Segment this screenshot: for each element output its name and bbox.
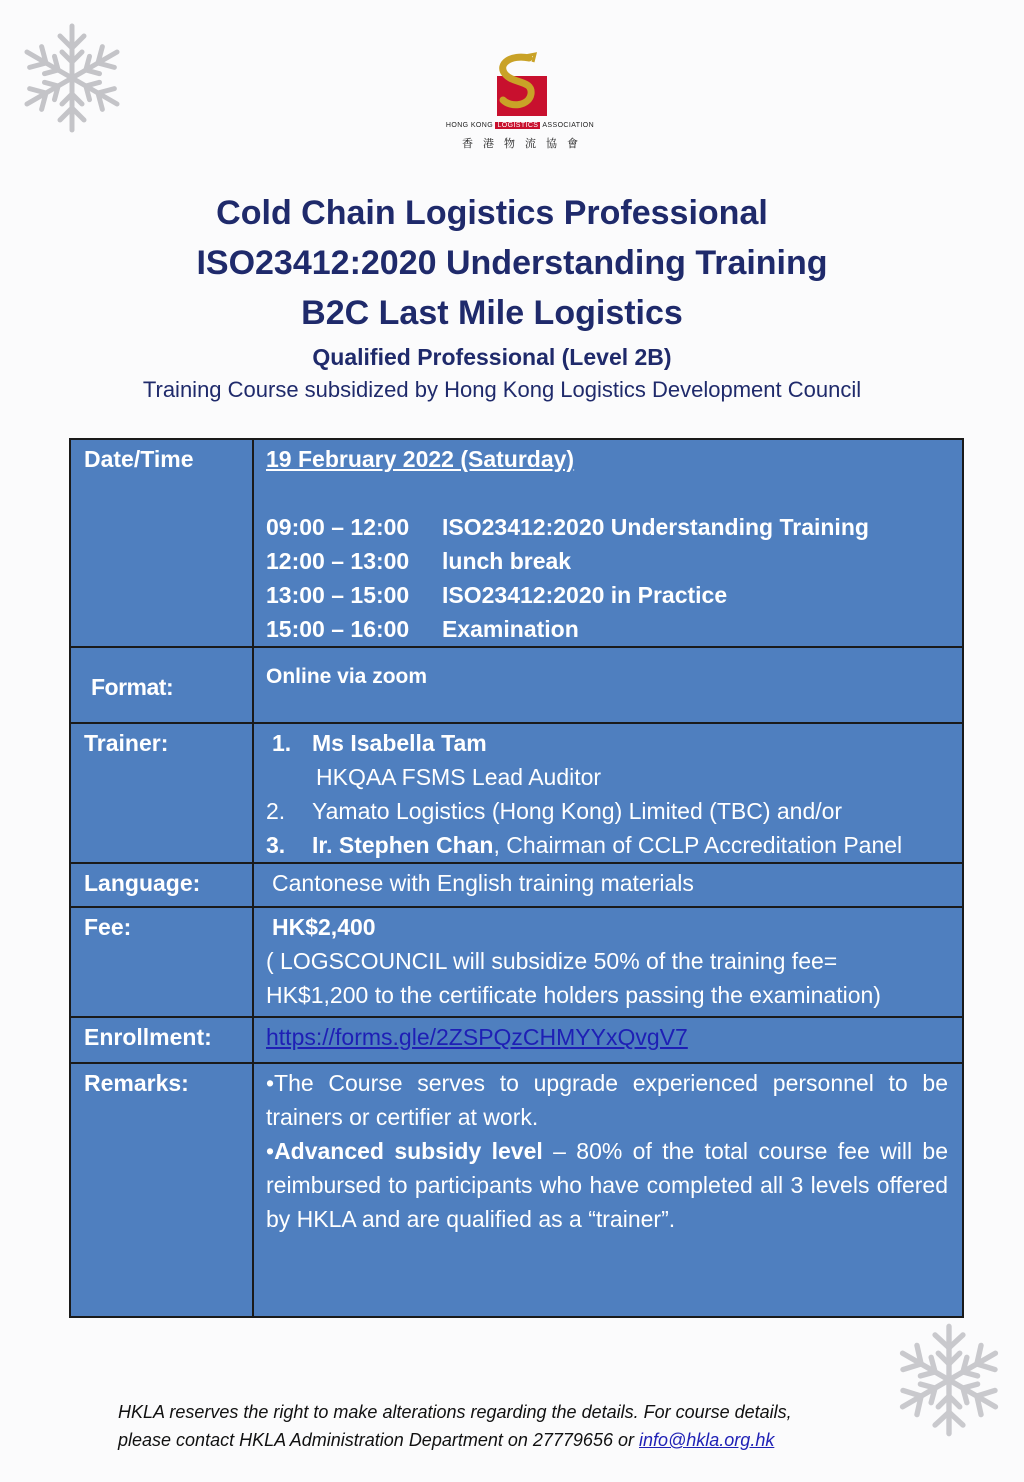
schedule-item: 15:00 – 16:00 Examination: [266, 616, 579, 642]
trainer-value: [253, 723, 963, 863]
trainer-title: HKQAA FSMS Lead Auditor: [316, 764, 602, 790]
remark-1: •The Course serves to upgrade experienced personnel to be trainers or certifier at work.: [266, 1070, 948, 1130]
hkla-logo: [420, 52, 620, 151]
row-enrollment: [70, 1017, 963, 1063]
enrollment-value: [253, 1017, 963, 1063]
trainer-item: 1. Ms Isabella Tam: [272, 730, 487, 756]
row-trainer: [70, 723, 963, 863]
row-format: [70, 647, 963, 723]
footer-note: [118, 1398, 918, 1454]
trainer-label: Trainer:: [70, 723, 253, 863]
date-time-label: Date/Time: [70, 439, 253, 647]
title-block: [0, 188, 1024, 406]
trainer-item: 3. Ir. Stephen Chan, Chairman of CCLP Accreditation Panel: [266, 832, 903, 858]
format-value: Online via zoom: [253, 647, 963, 723]
logo-chinese-name: 香港物流協會: [462, 137, 588, 150]
course-info-table: [69, 438, 964, 1318]
remarks-value: [253, 1063, 963, 1317]
date-time-value: [253, 439, 963, 647]
trainer-item: 2. Yamato Logistics (Hong Kong) Limited (TBC) and/or: [266, 798, 843, 824]
schedule-item: 12:00 – 13:00 lunch break: [266, 548, 572, 574]
hkla-emblem-icon: [489, 52, 551, 118]
title-line-2: ISO23412:2020 Understanding Training: [196, 244, 828, 282]
logo-english-name: HONG KONG LOGISTICS ASSOCIATION: [445, 122, 595, 129]
row-fee: [70, 907, 963, 1017]
subtitle-level: Qualified Professional (Level 2B): [312, 344, 672, 370]
course-date: 19 February 2022 (Saturday): [266, 446, 575, 472]
enrollment-label: Enrollment:: [70, 1017, 253, 1063]
schedule-item: 13:00 – 15:00 ISO23412:2020 in Practice: [266, 582, 728, 608]
enrollment-link[interactable]: https://forms.gle/2ZSPQzCHMYYxQvgV7: [266, 1024, 688, 1050]
language-value: Cantonese with English training materials: [253, 863, 963, 907]
schedule-item: 09:00 – 12:00 ISO23412:2020 Understanding Training: [266, 514, 869, 540]
remark-2: •Advanced subsidy level – 80% of the total course fee will be reimbursed to participants who have completed all 3 levels offered by HKLA and are qualified as a “trainer”.: [266, 1138, 948, 1232]
row-remarks: [70, 1063, 963, 1317]
format-label: Format:: [70, 647, 253, 723]
snowflake-icon: [22, 18, 122, 138]
fee-value: [253, 907, 963, 1017]
schedule-list: [266, 510, 956, 646]
title-line-3: B2C Last Mile Logistics: [301, 294, 683, 332]
footer-line-1: HKLA reserves the right to make alterations regarding the details. For course details,: [118, 1402, 792, 1422]
footer-line-2: please contact HKLA Administration Department on 27779656 or info@hkla.org.hk: [118, 1430, 775, 1450]
language-label: Language:: [70, 863, 253, 907]
fee-label: Fee:: [70, 907, 253, 1017]
title-line-1: Cold Chain Logistics Professional: [216, 194, 768, 232]
fee-amount: HK$2,400: [272, 914, 376, 940]
row-language: [70, 863, 963, 907]
contact-email-link[interactable]: info@hkla.org.hk: [638, 1430, 775, 1450]
remarks-label: Remarks:: [70, 1063, 253, 1317]
subsidy-note: Training Course subsidized by Hong Kong Logistics Development Council: [142, 377, 862, 402]
fee-note-2: HK$1,200 to the certificate holders passing the examination): [266, 982, 881, 1008]
fee-note-1: ( LOGSCOUNCIL will subsidize 50% of the training fee=: [266, 948, 838, 974]
row-date-time: [70, 439, 963, 647]
